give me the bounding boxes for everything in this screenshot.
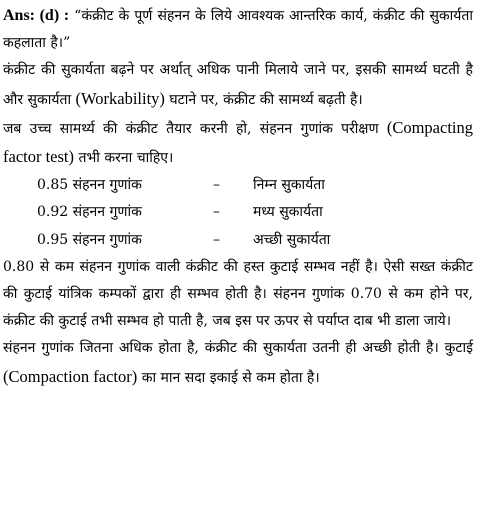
factor-value: 0.95 संहनन गुणांक xyxy=(37,231,142,248)
workability-grade: मध्य सुकार्यता xyxy=(253,204,323,221)
compaction-factor-term: (Compaction factor) xyxy=(3,366,138,386)
table-row xyxy=(3,172,473,199)
dash-separator: – xyxy=(213,177,220,194)
factor-value: 0.85 संहनन गुणांक xyxy=(37,177,142,194)
compaction-factor-paragraph xyxy=(3,335,473,391)
compacting-test-term: (Compacting factor test) xyxy=(3,117,473,167)
dash-separator: – xyxy=(213,231,220,248)
answer-label: Ans: (d) : xyxy=(3,7,70,24)
compacting-test-paragraph xyxy=(3,114,473,172)
workability-grade: अच्छी सुकार्यता xyxy=(253,231,331,248)
answer-statement: “कंक्रीट के पूर्ण संहनन के लिये आवश्यक आन्तरिक कार्य, कंक्रीट की सुकार्यता कहलाता है।” xyxy=(3,8,474,52)
factor-value: 0.92 संहनन गुणांक xyxy=(37,204,142,221)
compacting-factor-table xyxy=(3,172,473,254)
answer-paragraph xyxy=(3,2,473,57)
compacting-test-text-start: जब उच्च सामर्थ्य की कंक्रीट तैयार करनी हो, संहनन गुणांक परीक्षण xyxy=(3,120,387,137)
compaction-factor-text-end: का मान सदा इकाई से कम होता है। xyxy=(137,369,320,386)
table-row xyxy=(3,227,473,254)
table-row xyxy=(3,199,473,226)
hand-compaction-paragraph: 0.80 से कम संहनन गुणांक वाली कंक्रीट की हस्त कुटाई सम्भव नहीं है। ऐसी सख्त कंक्रीट की कुटाई यांत्रिक कम्पकों द्वारा ही सम्भव होती है। संहनन गुणांक 0.70 से कम होने पर, कंक्रीट की कुटाई तभी सम्भव हो पाती है, जब इस पर ऊपर से पर्याप्त दाब भी डाला जाये। xyxy=(3,258,473,330)
answer-text-block xyxy=(3,2,473,392)
compacting-test-text-end: तभी करना चाहिए। xyxy=(74,150,174,167)
workability-paragraph xyxy=(3,57,473,113)
workability-text-start: कंक्रीट की सुकार्यता बढ़ने पर अर्थात् अधिक पानी मिलाये जाने पर, इसकी सामर्थ्य घटती है और सुकार्यता xyxy=(3,62,473,108)
dash-separator: – xyxy=(213,204,220,221)
workability-term: (Workability) xyxy=(75,88,165,108)
workability-text-end: घटाने पर, कंक्रीट की सामर्थ्य बढ़ती है। xyxy=(164,91,363,108)
workability-grade: निम्न सुकार्यता xyxy=(253,177,325,194)
compaction-factor-text-start: संहनन गुणांक जितना अधिक होता है, कंक्रीट की सुकार्यता उतनी ही अच्छी होती है। कुटाई xyxy=(3,340,473,357)
